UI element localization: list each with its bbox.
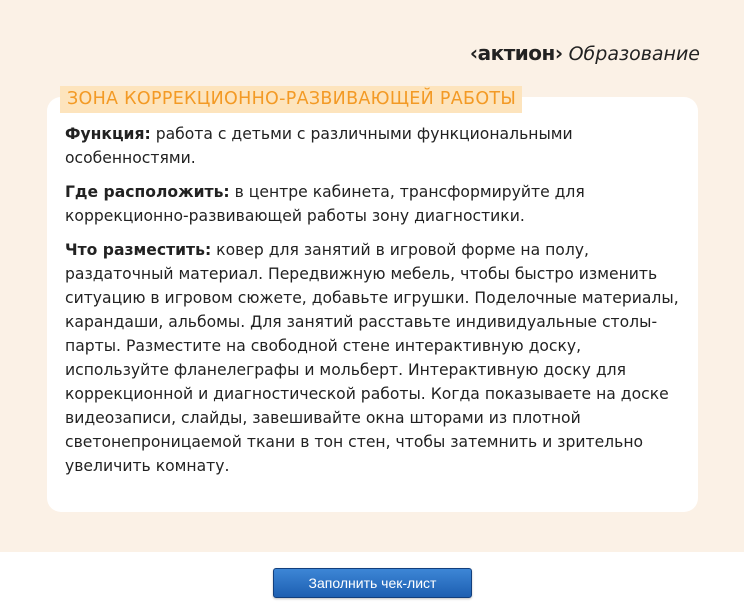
location-paragraph [65,180,685,228]
location-label: Где расположить: [65,183,230,201]
placement-paragraph [65,238,685,478]
function-paragraph [65,122,685,170]
card-heading: ЗОНА КОРРЕКЦИОННО-РАЗВИВАЮЩЕЙ РАБОТЫ [60,86,522,113]
fill-checklist-button[interactable]: Заполнить чек-лист [273,568,472,598]
location-text: в центре кабинета, трансформируйте для коррекционно-развивающей работы зону диагностики. [65,183,585,225]
aktion-education-logo [470,41,700,67]
function-label: Функция: [65,125,151,143]
function-text: работа с детьми с различными функциональными особенностями. [65,125,573,167]
card-content [65,122,685,488]
logo-brand: ‹актион› [469,41,563,65]
placement-text: ковер для занятий в игровой форме на полу, раздаточный материал. Передвижную мебель, чтобы быстро изменить ситуацию в игровом сюжете, добавьте игрушки. Поделочные материалы, карандаши, альбомы. Для занятий расставьте индивидуальные столы-парты. Разместите на свободной стене интерактивную доску, используйте фланелеграфы и мольберт. Интерактивную доску для коррекционной и диагностической работы. Когда показываете на доске видеозаписи, слайды, завешивайте окна шторами из плотной светонепроницаемой ткани в тон стен, чтобы затемнить и зрительно увеличить комнату. [65,241,679,475]
placement-label: Что разместить: [65,241,212,259]
logo-subtitle: Образование [568,43,700,65]
